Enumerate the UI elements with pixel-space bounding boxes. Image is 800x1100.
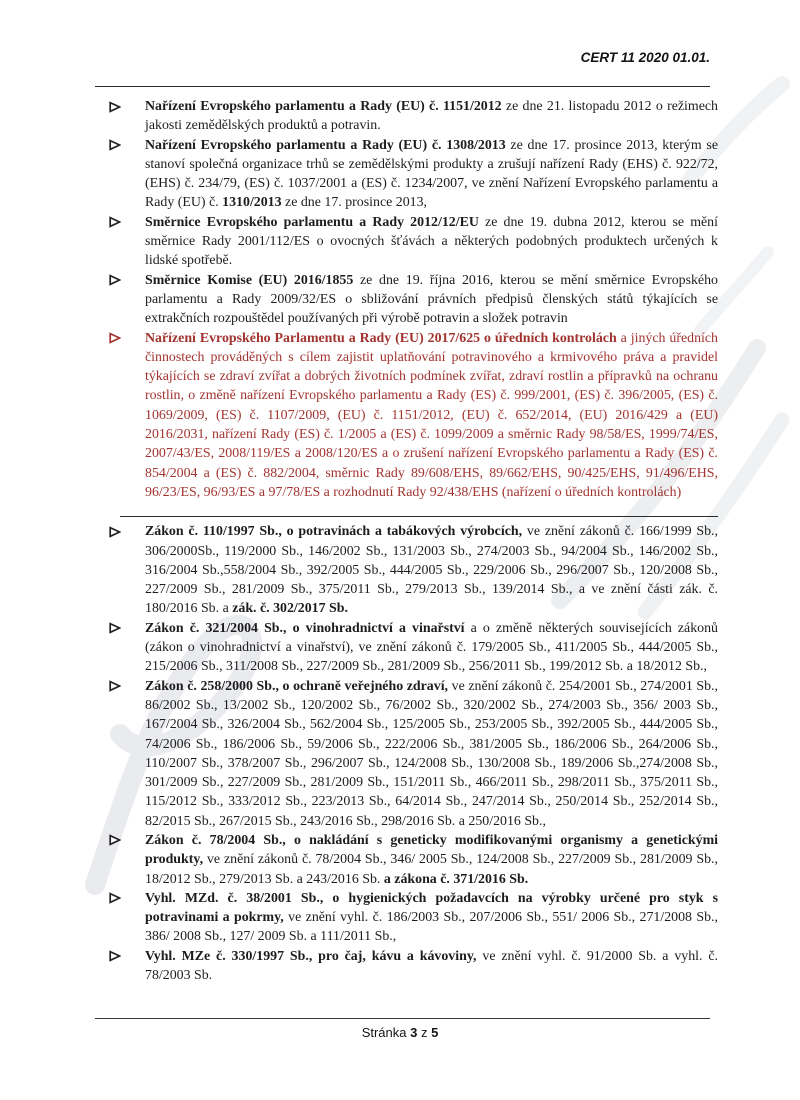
document-body bbox=[95, 97, 718, 985]
list-item bbox=[95, 947, 718, 986]
list-item bbox=[95, 271, 718, 329]
list-item bbox=[95, 677, 718, 831]
bullet-arrow-icon bbox=[109, 950, 121, 962]
national-laws-list bbox=[95, 522, 718, 985]
bullet-arrow-icon bbox=[109, 216, 121, 228]
list-item bbox=[95, 213, 718, 271]
bullet-arrow-icon bbox=[109, 622, 121, 634]
section-divider bbox=[120, 516, 718, 517]
bullet-arrow-icon bbox=[109, 101, 121, 113]
document-code: CERT 11 2020 01.01. bbox=[580, 50, 710, 65]
bullet-arrow-icon bbox=[109, 274, 121, 286]
list-item-text: Směrnice Komise (EU) 2016/1855 ze dne 19. října 2016, kterou se mění směrnice Evropského parlamentu a Rady 2009/32/ES o sbližování právních předpisů členských států týkajících se extrakčních rozpouštědel používaných při výrobě potravin a složek potravin bbox=[145, 272, 718, 327]
list-item-text: Nařízení Evropského parlamentu a Rady (EU) č. 1151/2012 ze dne 21. listopadu 2012 o režimech jakosti zemědělských produktů a potravin. bbox=[145, 99, 718, 134]
bullet-arrow-icon bbox=[109, 680, 121, 692]
list-item-text: Vyhl. MZe č. 330/1997 Sb., pro čaj, kávu a kávoviny, ve znění vyhl. č. 91/2000 Sb. a vyhl. č. 78/2003 Sb. bbox=[145, 948, 718, 984]
list-item-text: Nařízení Evropského Parlamentu a Rady (EU) 2017/625 o úředních kontrolách a jiných úředních činnostech prováděných s cílem zajistit uplatňování potravinového a krmivového práva a pravidel týkajících se zdraví zvířat a dobrých životních podmínek zvířat, zdraví rostlin a přípravků na ochranu rostlin, o změně nařízení Evropského parlamentu a Rady (ES) č. 999/2001, (ES) č. 396/2005, (ES) č. 1069/2009, (ES) č. 1107/2009, (EU) č. 1151/2012, (EU) č. 652/2014, (EU) 2016/429 a (EU) 2016/2031, nařízení Rady (ES) č. 1/2005 a (ES) č. 1099/2009 a směrnic Rady 98/58/ES, 1999/74/ES, 2007/43/ES, 2008/119/ES a 2008/120/ES a o zrušení nařízení Evropského parlamentu a Rady (ES) č. 854/2004 a (ES) č. 882/2004, směrnic Rady 89/608/EHS, 89/662/EHS, 90/425/EHS, 91/496/EHS, 96/23/ES, 96/93/ES a 97/78/ES a rozhodnutí Rady 92/438/EHS (nařízení o úředních kontrolách) bbox=[145, 330, 718, 500]
list-item-text: Zákon č. 258/2000 Sb., o ochraně veřejného zdraví, ve znění zákonů č. 254/2001 Sb., 274/2001 Sb., 86/2002 Sb., 13/2002 Sb., 120/2002 Sb., 76/2002 Sb., 320/2002 Sb., 274/2003 Sb., 356/ 2003 Sb., 167/2004 Sb., 326/2004 Sb., 562/2004 Sb., 125/2005 Sb., 253/2005 Sb., 392/2005 Sb., 444/2005 Sb., 74/2006 Sb., 186/2006 Sb., 59/2006 Sb., 222/2006 Sb., 381/2005 Sb., 186/2006 Sb., 264/2006 Sb., 110/2007 Sb., 378/2007 Sb., 296/2007 Sb., 124/2008 Sb., 130/2008 Sb., 189/2006 Sb.,274/2008 Sb., 301/2009 Sb., 227/2009 Sb., 281/2009 Sb., 151/2011 Sb., 466/2011 Sb., 298/2011 Sb., 375/2011 Sb., 115/2012 Sb., 333/2012 Sb., 223/2013 Sb., 64/2014 Sb., 247/2014 Sb., 250/2014 Sb., 252/2014 Sb., 82/2015 Sb., 267/2015 Sb., 243/2016 Sb., 298/2016 Sb. a 250/2016 Sb., bbox=[145, 678, 718, 829]
list-item bbox=[95, 97, 718, 136]
page-number-current: 3 bbox=[410, 1025, 418, 1040]
bullet-arrow-icon bbox=[109, 139, 121, 151]
footer-rule bbox=[95, 1018, 710, 1019]
list-item bbox=[95, 619, 718, 677]
list-item bbox=[95, 522, 718, 618]
list-item bbox=[95, 136, 718, 213]
list-item bbox=[95, 889, 718, 947]
list-item bbox=[95, 329, 718, 503]
header-rule bbox=[95, 86, 710, 87]
page-number-mid: z bbox=[417, 1025, 432, 1040]
list-item-text: Zákon č. 110/1997 Sb., o potravinách a tabákových výrobcích, ve znění zákonů č. 166/1999 Sb., 306/2000Sb., 119/2000 Sb., 146/2002 Sb., 131/2003 Sb., 274/2003 Sb., 94/2004 Sb., 146/2002 Sb., 316/2004 Sb.,558/2004 Sb., 392/2005 Sb., 444/2005 Sb., 229/2006 Sb., 296/2007 Sb., 120/2008 Sb., 227/2009 Sb., 281/2009 Sb., 375/2011 Sb., 279/2013 Sb., 139/2014 Sb., a ve znění části zák. č. 180/2016 Sb. a zák. č. 302/2017 Sb. bbox=[145, 524, 718, 617]
bullet-arrow-icon bbox=[109, 526, 121, 538]
list-item-text: Směrnice Evropského parlamentu a Rady 2012/12/EU ze dne 19. dubna 2012, kterou se mění směrnice Rady 2001/112/ES o ovocných šťávách a některých podobných produktech určených k lidské spotřebě. bbox=[145, 214, 718, 269]
list-item bbox=[95, 831, 718, 889]
list-item-text: Zákon č. 78/2004 Sb., o nakládání s geneticky modifikovanými organismy a genetickými produkty, ve znění zákonů č. 78/2004 Sb., 346/ 2005 Sb., 124/2008 Sb., 227/2009 Sb., 281/2009 Sb., 18/2012 Sb., 279/2013 Sb. a 243/2016 Sb. a zákona č. 371/2016 Sb. bbox=[145, 832, 718, 887]
list-item-text: Nařízení Evropského parlamentu a Rady (EU) č. 1308/2013 ze dne 17. prosince 2013, kterým se stanoví společná organizace trhů se zemědělskými produkty a zrušují nařízení Rady (EHS) č. 922/72, (EHS) č. 234/79, (ES) č. 1037/2001 a (ES) č. 1234/2007, ve znění Nařízení Evropského parlamentu a Rady (EU) č. 1310/2013 ze dne 17. prosince 2013, bbox=[145, 137, 718, 211]
bullet-arrow-icon bbox=[109, 834, 121, 846]
bullet-arrow-icon bbox=[109, 332, 121, 344]
bullet-arrow-icon bbox=[109, 892, 121, 904]
page-number-total: 5 bbox=[431, 1025, 439, 1040]
eu-regulations-list bbox=[95, 97, 718, 502]
list-item-text: Zákon č. 321/2004 Sb., o vinohradnictví a vinařství a o změně některých souvisejících zákonů (zákon o vinohradnictví a vinařství), ve znění zákonů č. 179/2005 Sb., 411/2005 Sb., 444/2005 Sb., 215/2006 Sb., 311/2008 Sb., 227/2009 Sb., 281/2009 Sb., 256/2011 Sb., 199/2012 Sb. a 18/2012 Sb., bbox=[145, 620, 718, 675]
page-number bbox=[0, 1025, 800, 1040]
list-item-text: Vyhl. MZd. č. 38/2001 Sb., o hygienických požadavcích na výrobky určené pro styk s potravinami a pokrmy, ve znění vyhl. č. 186/2003 Sb., 207/2006 Sb., 551/ 2006 Sb., 271/2008 Sb., 386/ 2008 Sb., 127/ 2009 Sb. a 111/2011 Sb., bbox=[145, 890, 718, 945]
page-number-prefix: Stránka bbox=[361, 1025, 411, 1040]
